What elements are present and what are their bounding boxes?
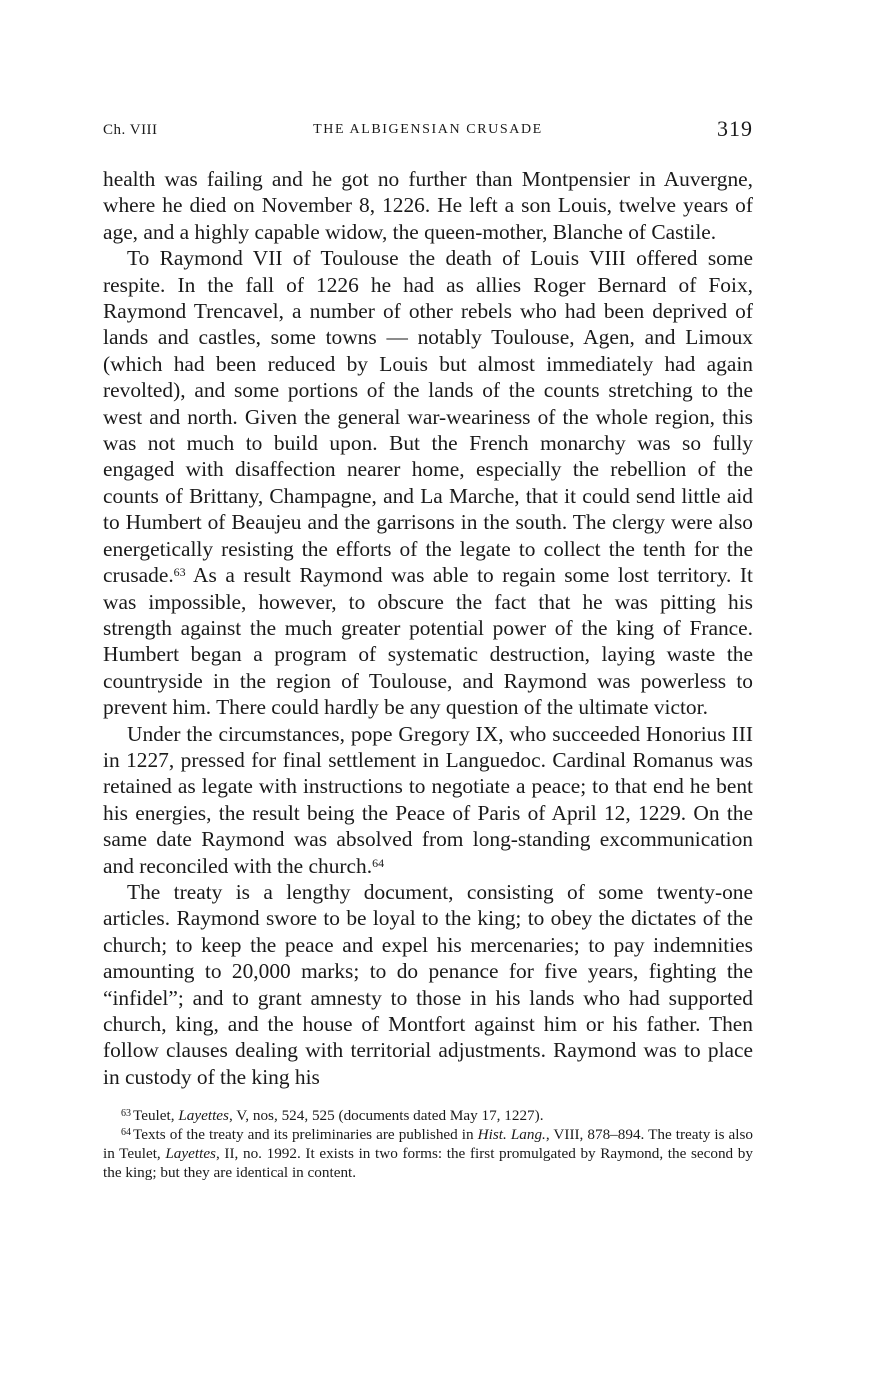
running-title: THE ALBIGENSIAN CRUSADE: [313, 122, 543, 137]
footnote: [103, 1106, 753, 1125]
footnote-number: 64: [121, 1127, 131, 1139]
footnote-number: 63: [121, 1108, 131, 1120]
book-page: [103, 116, 753, 1182]
footnote-text: Teulet,: [133, 1107, 179, 1125]
footnote-title-italic: Layettes: [178, 1107, 229, 1125]
footnote-reference: 63: [173, 565, 186, 580]
footnote-text: , VIII, 878–894. The treaty is also in Teulet,: [103, 1126, 754, 1163]
footnote-reference: 64: [372, 855, 385, 870]
paragraph-text: The treaty is a lengthy document, consisting of some twenty-one articles. Raymond swore to be loyal to the king; to obey the dictates of the church; to keep the peace and expel his mercenaries; to pay indemnities amounting to 20,000 marks; to do penance for five years, fighting the “infidel”; and to grant amnesty to those in his lands who had supported church, king, and the house of Montfort against him or his father. Then follow clauses dealing with territorial adjustments. Raymond was to place in custody of the king his: [103, 879, 753, 1089]
body-text: [103, 166, 753, 1090]
footnote-text: Texts of the treaty and its preliminaries are published in: [133, 1126, 478, 1144]
paragraph-text: health was failing and he got no further than Montpensier in Auvergne, where he died on November 8, 1226. He left a son Louis, twelve years of age, and a highly capable widow, the queen-mother, Blanche of Castile.: [103, 167, 753, 244]
paragraph: [103, 879, 753, 1090]
paragraph: [103, 166, 753, 245]
footnote-title-italic: Layettes: [165, 1145, 216, 1163]
paragraph-text: To Raymond VII of Toulouse the death of Louis VIII offered some respite. In the fall of 1226 he had as allies Roger Bernard of Foix, Raymond Trencavel, a number of other rebels who had been deprived of lands and castles, some towns — notably Toulouse, Agen, and Limoux (which had been reduced by Louis but almost immediately had again revolted), and some portions of the lands of the counts stretching to the west and north. Given the general war-weariness of the whole region, this was not much to build upon. But the French monarchy was so fully engaged with disaffection nearer home, especially the rebellion of the counts of Brittany, Champagne, and La Marche, that it could send little aid to Humbert of Beaujeu and the garrisons in the south. The clergy were also energetically resisting the efforts of the legate to collect the tenth for the crusade.: [103, 246, 753, 588]
paragraph-text: Under the circumstances, pope Gregory IX, who succeeded Honorius III in 1227, pressed for final settlement in Languedoc. Cardinal Romanus was retained as legate with instructions to negotiate a peace; to that end he bent his energies, the result being the Peace of Paris of April 12, 1229. On the same date Raymond was absolved from long-standing excommunication and reconciled with the church.: [103, 721, 753, 878]
footnote-text: , V, nos, 524, 525 (documents dated May 17, 1227).: [228, 1107, 544, 1125]
page-number: 319: [717, 116, 753, 141]
chapter-label: Ch. VIII: [103, 122, 158, 138]
paragraph-text: As a result Raymond was able to regain some lost territory. It was impossible, however, to obscure the fact that he was pitting his strength against the much greater potential power of the king of France. Humbert began a program of systematic destruction, laying waste the countryside in the region of Toulouse, and Raymond was powerless to prevent him. There could hardly be any question of the ultimate victor.: [103, 563, 753, 720]
running-head: [103, 116, 753, 146]
footnote: [103, 1125, 753, 1182]
footnote-title-italic: Hist. Lang.: [477, 1126, 546, 1144]
paragraph: [103, 245, 753, 720]
paragraph: [103, 721, 753, 879]
footnotes: [103, 1106, 753, 1182]
footnote-text: , II, no. 1992. It exists in two forms: the first promulgated by Raymond, the second by the king; but they are identical in content.: [103, 1145, 753, 1182]
